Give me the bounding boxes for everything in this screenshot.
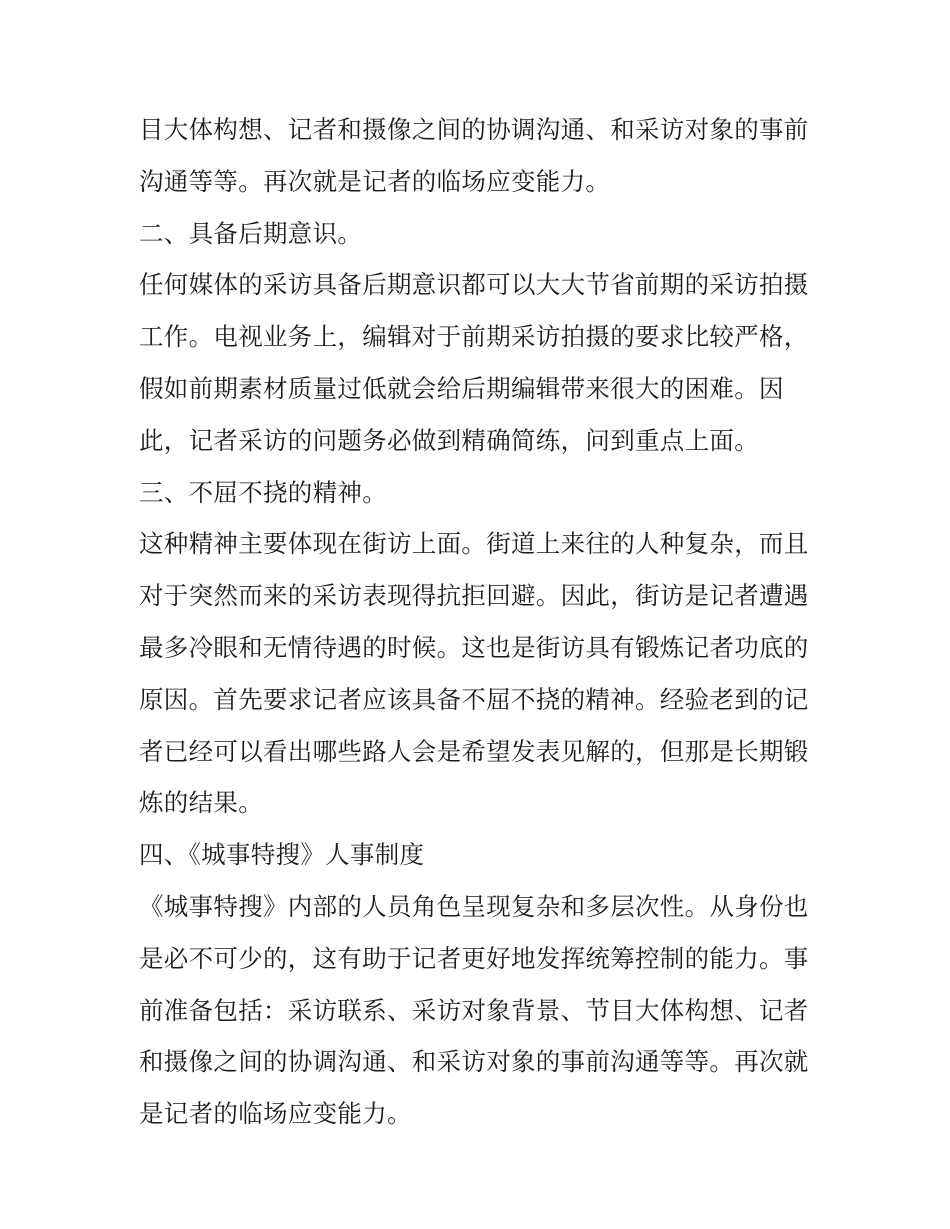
text-line: 假如前期素材质量过低就会给后期编辑带来很大的困难。因 — [139, 373, 784, 403]
document-body — [139, 104, 819, 1140]
text-line: 此，记者采访的问题务必做到精确简练，问到重点上面。 — [139, 425, 759, 455]
section-heading: 三、不屈不挠的精神。 — [139, 477, 387, 507]
text-line: 工作。电视业务上，编辑对于前期采访拍摄的要求比较严格， — [139, 322, 809, 352]
section-heading: 四、《城事特搜》人事制度 — [139, 840, 425, 870]
text-line: 沟通等等。再次就是记者的临场应变能力。 — [139, 166, 611, 196]
text-line: 者已经可以看出哪些路人会是希望发表见解的，但那是长期锻 — [139, 736, 809, 766]
text-line: 《城事特搜》内部的人员角色呈现复杂和多层次性。从身份也 — [139, 891, 809, 921]
text-line: 任何媒体的采访具备后期意识都可以大大节省前期的采访拍摄 — [139, 270, 809, 300]
text-line: 是记者的临场应变能力。 — [139, 1099, 412, 1129]
text-line: 前准备包括：采访联系、采访对象背景、节目大体构想、记者 — [139, 995, 809, 1025]
text-line: 和摄像之间的协调沟通、和采访对象的事前沟通等等。再次就 — [139, 1047, 809, 1077]
section-heading: 二、具备后期意识。 — [139, 218, 363, 248]
text-line: 这种精神主要体现在街访上面。街道上来往的人种复杂，而且 — [139, 529, 809, 559]
text-line: 对于突然而来的采访表现得抗拒回避。因此，街访是记者遭遇 — [139, 581, 809, 611]
text-line: 炼的结果。 — [139, 788, 263, 818]
text-line: 目大体构想、记者和摄像之间的协调沟通、和采访对象的事前 — [139, 115, 809, 144]
text-line: 最多冷眼和无情待遇的时候。这也是街访具有锻炼记者功底的 — [139, 632, 809, 662]
text-line: 原因。首先要求记者应该具备不屈不挠的精神。经验老到的记 — [139, 684, 809, 714]
text-line: 是必不可少的，这有助于记者更好地发挥统筹控制的能力。事 — [139, 943, 809, 973]
